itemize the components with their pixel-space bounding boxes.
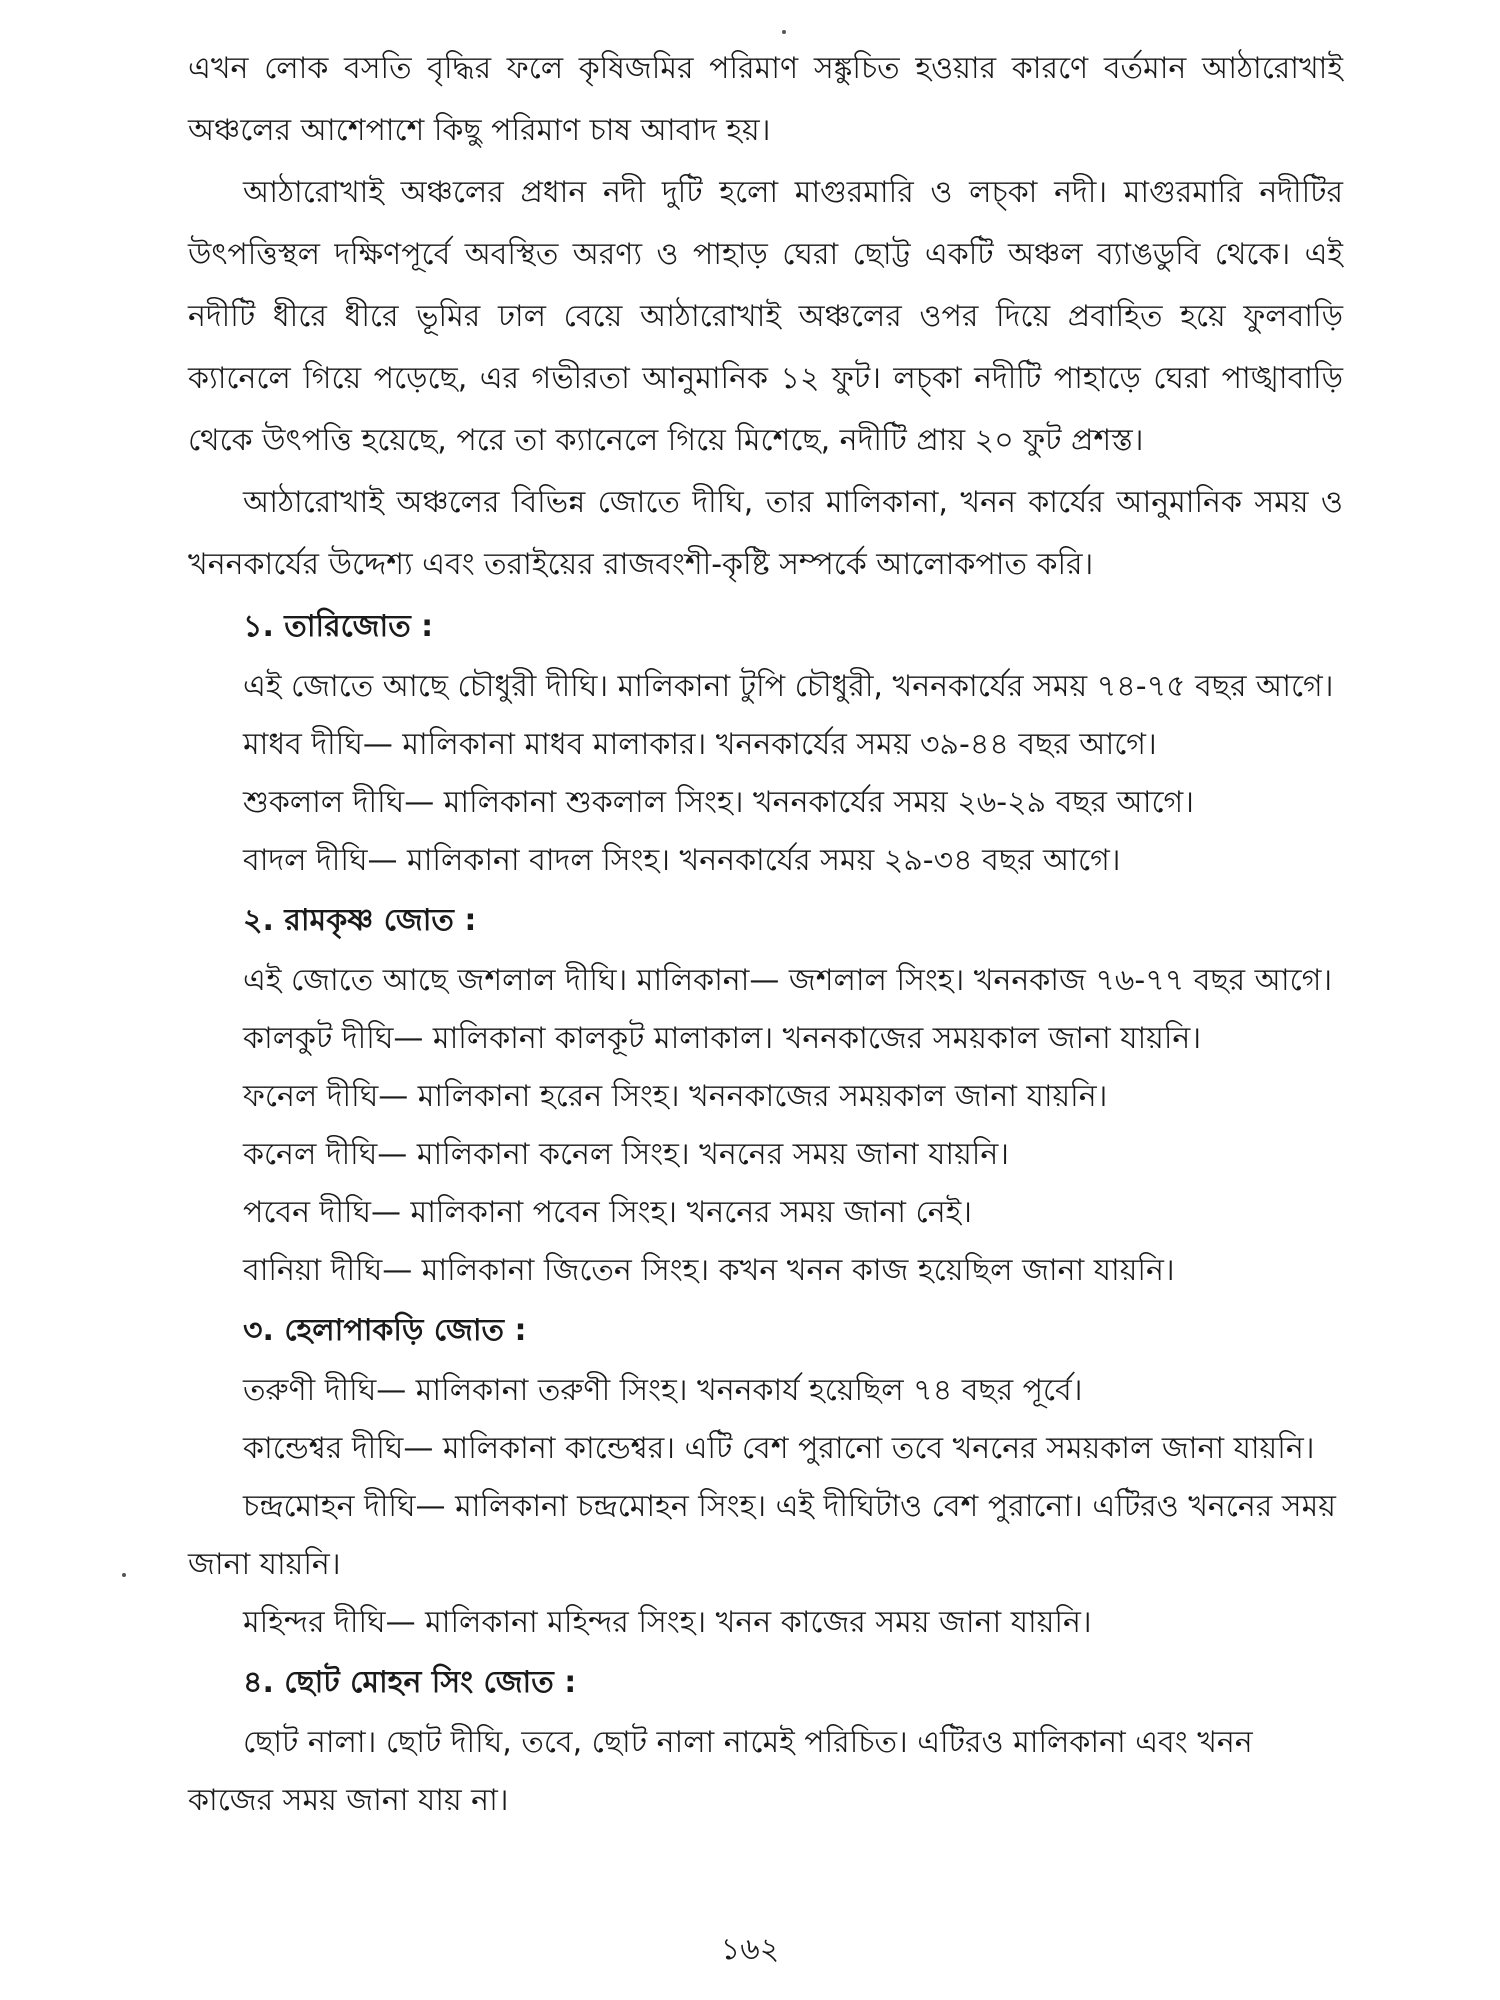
pond-entry: মাধব দীঘি— মালিকানা মাধব মালাকার। খননকার্যের সময় ৩৯-৪৪ বছর আগে। xyxy=(243,727,1157,762)
pond-entry: পবেন দীঘি— মালিকানা পবেন সিংহ। খননের সময় জানা নেই। xyxy=(243,1195,972,1230)
section-lead: এই জোতে আছে জশলাল দীঘি। মালিকানা— জশলাল সিংহ। খননকাজ ৭৬-৭৭ বছর আগে। xyxy=(243,963,1333,998)
survey-paragraph: আঠারোখাই অঞ্চলের বিভিন্ন জোতে দীঘি, তার মালিকানা, খনন কার্যের আনুমানিক সময় ও খননকার্যের উদ্দেশ্য এবং তরাইয়ের রাজবংশী-কৃষ্টি সম্পর্কে আলোকপাত করি। xyxy=(188,485,1343,582)
section-heading: ২. রামকৃষ্ণ জোত : xyxy=(243,903,477,938)
section-tarijot xyxy=(188,596,1343,890)
section-chhoto-mohan-sing-jot xyxy=(188,1652,1343,1830)
pond-entry: শুকলাল দীঘি— মালিকানা শুকলাল সিংহ। খননকার্যের সময় ২৬-২৯ বছর আগে। xyxy=(243,785,1194,820)
pond-entry: বানিয়া দীঘি— মালিকানা জিতেন সিংহ। কখন খনন কাজ হয়েছিল জানা যায়নি। xyxy=(243,1253,1175,1288)
pond-entry: ফনেল দীঘি— মালিকানা হরেন সিংহ। খননকাজের সময়কাল জানা যায়নি। xyxy=(243,1079,1108,1114)
pond-entry: কালকুট দীঘি— মালিকানা কালকূট মালাকাল। খননকাজের সময়কাল জানা যায়নি। xyxy=(243,1021,1202,1056)
page-number: ১৬২ xyxy=(720,1932,780,1967)
section-heading: ৪. ছোট মোহন সিং জোত : xyxy=(243,1665,577,1700)
page-body xyxy=(188,38,1343,1830)
section-heading: ১. তারিজোত : xyxy=(243,609,434,644)
pond-entry: চন্দ্রমোহন দীঘি— মালিকানা চন্দ্রমোহন সিংহ। এই দীঘিটাও বেশ পুরানো। এটিরও খননের সময় জানা যায়নি। xyxy=(188,1489,1336,1582)
pond-entry: তরুণী দীঘি— মালিকানা তরুণী সিংহ। খননকার্য হয়েছিল ৭৪ বছর পূর্বে। xyxy=(243,1373,1083,1408)
pond-entry: কনেল দীঘি— মালিকানা কনেল সিংহ। খননের সময় জানা যায়নি। xyxy=(243,1137,1009,1172)
scan-speck xyxy=(782,30,786,34)
pond-entry: মহিন্দর দীঘি— মালিকানা মহিন্দর সিংহ। খনন কাজের সময় জানা যায়নি। xyxy=(243,1605,1092,1640)
section-lead: এই জোতে আছে চৌধুরী দীঘি। মালিকানা টুপি চৌধুরী, খননকার্যের সময় ৭৪-৭৫ বছর আগে। xyxy=(243,669,1334,704)
section-ramkrishna-jot xyxy=(188,890,1343,1300)
scan-speck xyxy=(122,1573,126,1577)
section-heading: ৩. হেলাপাকড়ি জোত : xyxy=(243,1313,527,1348)
rivers-paragraph: আঠারোখাই অঞ্চলের প্রধান নদী দুটি হলো মাগুরমারি ও লচ্‌কা নদী। মাগুরমারি নদীটির উৎপত্তিস্থল দক্ষিণপূর্বে অবস্থিত অরণ্য ও পাহাড় ঘেরা ছোট্ট একটি অঞ্চল ব্যাঙডুবি থেকে। এই নদীটি ধীরে ধীরে ভূমির ঢাল বেয়ে আঠারোখাই অঞ্চলের ওপর দিয়ে প্রবাহিত হয়ে ফুলবাড়ি ক্যানেলে গিয়ে পড়েছে, এর গভীরতা আনুমানিক ১২ ফুট। লচ্‌কা নদীটি পাহাড়ে ঘেরা পাঙ্খাবাড়ি থেকে উৎপত্তি হয়েছে, পরে তা ক্যানেলে গিয়ে মিশেছে, নদীটি প্রায় ২০ ফুট প্রশস্ত। xyxy=(188,175,1343,458)
pond-entry: কান্ডেশ্বর দীঘি— মালিকানা কান্ডেশ্বর। এটি বেশ পুরানো তবে খননের সময়কাল জানা যায়নি। xyxy=(243,1431,1315,1466)
pond-entry: বাদল দীঘি— মালিকানা বাদল সিংহ। খননকার্যের সময় ২৯-৩৪ বছর আগে। xyxy=(243,843,1121,878)
section-lead: ছোট নালা। ছোট দীঘি, তবে, ছোট নালা নামেই পরিচিত। এটিরও মালিকানা এবং খনন কাজের সময় জানা যায় না। xyxy=(188,1725,1253,1818)
intro-paragraph: এখন লোক বসতি বৃদ্ধির ফলে কৃষিজমির পরিমাণ সঙ্কুচিত হওয়ার কারণে বর্তমান আঠারোখাই অঞ্চলের আশেপাশে কিছু পরিমাণ চাষ আবাদ হয়। xyxy=(188,51,1343,148)
section-helapakri-jot xyxy=(188,1300,1343,1652)
